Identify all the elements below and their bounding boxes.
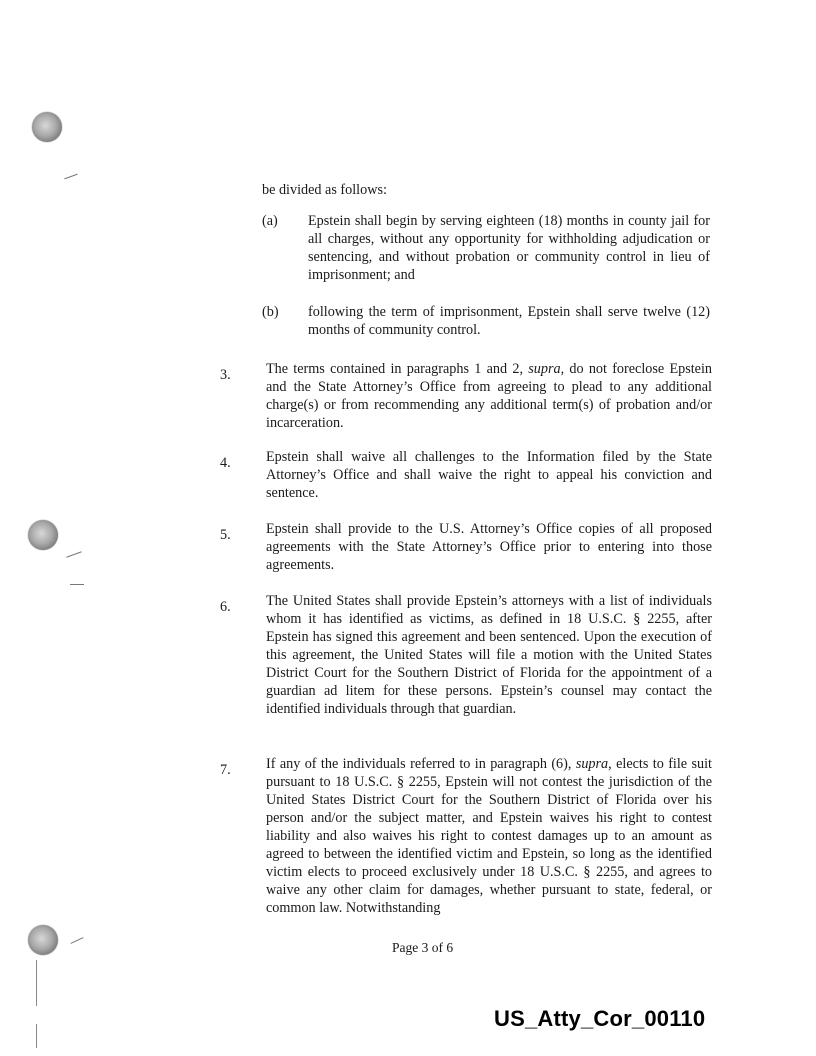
sub-item-label: (b) xyxy=(262,304,279,320)
punch-hole-bottom xyxy=(28,925,58,955)
sub-item-label: (a) xyxy=(262,213,278,229)
punch-hole-top xyxy=(32,112,62,142)
scan-mark xyxy=(70,937,83,944)
page-number: Page 3 of 6 xyxy=(392,940,454,955)
paragraph-number: 6. xyxy=(220,599,231,615)
bates-number: US_Atty_Cor_00110 xyxy=(494,1006,706,1031)
paragraph-7: If any of the individuals referred to in paragraph (6), supra, elects to file suit pursuant to 18 U.S.C. § 2255, Epstein will not contest the jurisdiction of the United States District Court for the Southern District of Florida over his person and/or the subject matter, and Epstein waives his right to contest liability and also waives his right to contest damages up to an amount as agreed to between the identified victim and Epstein, so long as the identified victim elects to proceed exclusively under 18 U.S.C. § 2255, and agrees to waive any other claim for damages, whether pursuant to state, federal, or common law. Notwithstanding xyxy=(266,756,712,916)
paragraph-number: 7. xyxy=(220,762,231,778)
sub-item-text: Epstein shall begin by serving eighteen (18) months in county jail for all charges, without any opportunity for withholding adjudication or sentencing, and without probation or community control in lieu of imprisonment; and xyxy=(308,213,710,283)
paragraph-number: 5. xyxy=(220,527,231,543)
paragraph-4: Epstein shall waive all challenges to the Information filed by the State Attorney’s Office and shall waive the right to appeal his conviction and sentence. xyxy=(266,449,712,501)
scan-mark xyxy=(36,1024,37,1048)
scan-mark xyxy=(66,551,81,557)
scan-mark xyxy=(36,960,37,1006)
paragraph-number: 3. xyxy=(220,367,231,383)
scan-mark xyxy=(64,174,77,180)
paragraph-5: Epstein shall provide to the U.S. Attorney’s Office copies of all proposed agreements with the State Attorney’s Office prior to entering into those agreements. xyxy=(266,521,712,573)
punch-hole-middle xyxy=(28,520,58,550)
scan-mark xyxy=(70,584,84,585)
sub-item-text: following the term of imprisonment, Epstein shall serve twelve (12) months of community control. xyxy=(308,304,710,338)
paragraph-3: The terms contained in paragraphs 1 and 2, supra, do not foreclose Epstein and the State Attorney’s Office from agreeing to plead to any additional charge(s) or from recommending any additional term(s) of probation and/or incarceration. xyxy=(266,361,712,431)
paragraph-6: The United States shall provide Epstein’s attorneys with a list of individuals whom it has identified as victims, as defined in 18 U.S.C. § 2255, after Epstein has signed this agreement and been sentenced. Upon the execution of this agreement, the United States will file a motion with the United States District Court for the Southern District of Florida for the appointment of a guardian ad litem for these persons. Epstein’s counsel may contact the identified individuals through that guardian. xyxy=(266,593,712,717)
paragraph-number: 4. xyxy=(220,455,231,471)
intro-text: be divided as follows: xyxy=(262,182,387,198)
